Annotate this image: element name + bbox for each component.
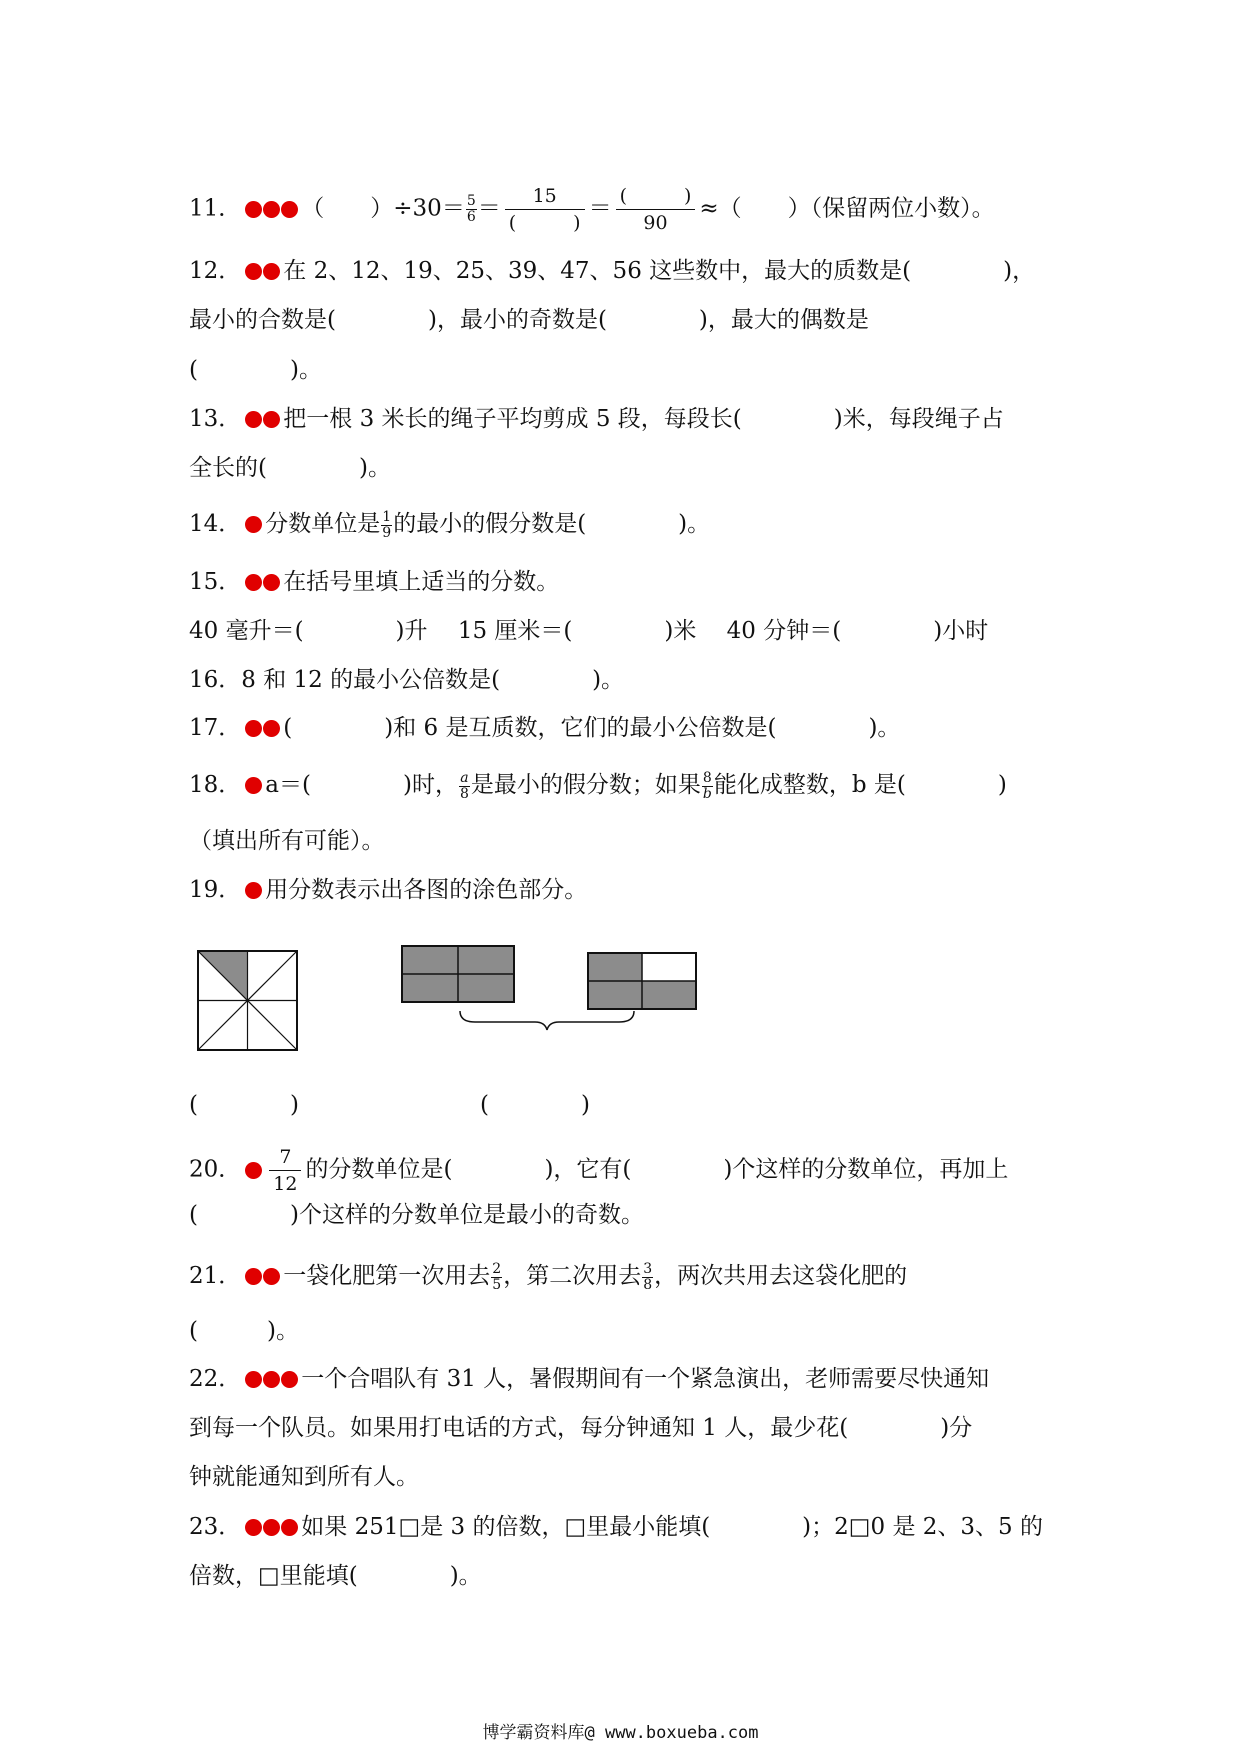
q11-difficulty-dots	[245, 194, 299, 224]
brace-icon	[460, 1011, 634, 1030]
q18-line-1	[189, 770, 1007, 802]
q21-difficulty-dots	[245, 1261, 281, 1291]
q18-line-2: （填出所有可能）。	[189, 828, 385, 854]
difficulty-dot-icon	[245, 1268, 262, 1285]
q12-text-1: 在 2、12、19、25、39、47、56 这些数中，最大的质数是( )，	[283, 258, 1036, 284]
q19-difficulty-dots	[245, 875, 263, 905]
q23-text-1: 如果 251□是 3 的倍数，□里最小能填( )；2□0 是 2、3、5 的	[301, 1514, 1043, 1540]
q12-line-2: 最小的合数是( )，最小的奇数是( )，最大的偶数是	[189, 307, 869, 333]
q14-text-1: 分数单位是	[265, 511, 381, 537]
q11-equals-2: ＝	[588, 195, 612, 222]
q22-line-1	[189, 1364, 989, 1394]
figure-square-eighths	[197, 950, 298, 1051]
q17-number: 17．	[189, 715, 242, 741]
difficulty-dot-icon	[245, 201, 262, 218]
q18-fraction-2: $\frac{8}{b}$	[702, 769, 712, 802]
q20-difficulty-dots	[245, 1155, 263, 1185]
q20-text-1: 的分数单位是( )，它有( )个这样的分数单位，再加上	[305, 1156, 1009, 1183]
q21-line-2: ( )。	[189, 1318, 299, 1344]
q13-line-1	[189, 404, 1004, 434]
q17-text: ( )和 6 是互质数，它们的最小公倍数是( )。	[283, 715, 901, 741]
q22-difficulty-dots	[245, 1364, 299, 1394]
difficulty-dot-icon	[263, 201, 280, 218]
q13-text-1: 把一根 3 米长的绳子平均剪成 5 段，每段长( )米，每段绳子占	[283, 406, 1004, 432]
q16-text: 8 和 12 的最小公倍数是( )。	[241, 667, 625, 693]
q11-equals-1: ＝	[477, 195, 501, 222]
q23-line-2: 倍数，□里能填( )。	[189, 1563, 482, 1589]
rectangle-partial-shaded	[588, 953, 696, 1009]
difficulty-dot-icon	[281, 201, 298, 218]
q21-number: 21．	[189, 1263, 242, 1289]
q12-difficulty-dots	[245, 256, 281, 286]
q20-line-1	[189, 1144, 1008, 1197]
q11-line	[189, 183, 995, 236]
q15-line-2: 40 毫升＝( )升 15 厘米＝( )米 40 分钟＝( )小时	[189, 618, 989, 644]
difficulty-dot-icon	[245, 411, 262, 428]
q19-answer-1[interactable]: ( )	[189, 1092, 299, 1118]
q14-difficulty-dots	[245, 509, 263, 539]
q11-fraction-3[interactable]: ( ) 90	[616, 183, 696, 236]
difficulty-dot-icon	[263, 1268, 280, 1285]
q18-number: 18．	[189, 772, 242, 798]
q15-text-1: 在括号里填上适当的分数。	[283, 569, 560, 595]
difficulty-dot-icon	[263, 1371, 280, 1388]
q21-fraction-2: $\frac{3}{8}$	[643, 1260, 653, 1293]
q12-line-3: ( )。	[189, 357, 322, 383]
rectangle-full-shaded	[402, 946, 514, 1002]
difficulty-dot-icon	[245, 516, 262, 533]
difficulty-dot-icon	[245, 1519, 262, 1536]
difficulty-dot-icon	[245, 263, 262, 280]
difficulty-dot-icon	[245, 777, 262, 794]
q12-number: 12．	[189, 258, 242, 284]
q21-line-1	[189, 1261, 907, 1293]
figure-rectangles-group	[400, 944, 700, 1034]
q20-line-2: ( )个这样的分数单位是最小的奇数。	[189, 1202, 644, 1228]
difficulty-dot-icon	[281, 1371, 298, 1388]
q17-line	[189, 713, 900, 743]
difficulty-dot-icon	[263, 411, 280, 428]
difficulty-dot-icon	[281, 1519, 298, 1536]
q15-difficulty-dots	[245, 567, 281, 597]
q21-text-1: 一袋化肥第一次用去	[283, 1263, 491, 1289]
q22-line-2: 到每一个队员。如果用打电话的方式，每分钟通知 1 人，最少花( )分	[189, 1415, 973, 1441]
q14-line	[189, 509, 710, 541]
q17-difficulty-dots	[245, 713, 281, 743]
q12-line-1	[189, 256, 1035, 286]
q11-fraction-2[interactable]: 15 ( )	[505, 183, 585, 236]
q18-text-1: a＝( )时，	[265, 772, 458, 798]
difficulty-dot-icon	[263, 574, 280, 591]
q19-text: 用分数表示出各图的涂色部分。	[265, 877, 588, 903]
q13-number: 13．	[189, 406, 242, 432]
difficulty-dot-icon	[263, 263, 280, 280]
q21-text-3: ，两次共用去这袋化肥的	[654, 1263, 908, 1289]
q15-number: 15．	[189, 569, 242, 595]
q22-line-3: 钟就能通知到所有人。	[189, 1464, 419, 1490]
footer-watermark: 博学霸资料库@ www.boxueba.com	[482, 1723, 759, 1743]
q18-difficulty-dots	[245, 770, 263, 800]
q18-fraction-1: $\frac{a}{8}$	[459, 769, 469, 802]
q20-fraction: $\frac{7}{12}$	[269, 1144, 301, 1197]
q16-number: 16．	[189, 667, 242, 693]
difficulty-dot-icon	[245, 720, 262, 737]
q23-number: 23．	[189, 1514, 242, 1540]
q22-text-1: 一个合唱队有 31 人，暑假期间有一个紧急演出，老师需要尽快通知	[301, 1366, 990, 1392]
q22-number: 22．	[189, 1366, 242, 1392]
q13-line-2: 全长的( )。	[189, 455, 391, 481]
difficulty-dot-icon	[245, 1162, 262, 1179]
difficulty-dot-icon	[245, 1371, 262, 1388]
q14-number: 14．	[189, 511, 242, 537]
difficulty-dot-icon	[245, 574, 262, 591]
q18-text-2: 是最小的假分数；如果	[470, 772, 701, 798]
q16-line	[189, 665, 624, 695]
q19-line	[189, 875, 587, 905]
q13-difficulty-dots	[245, 404, 281, 434]
q11-number: 11．	[189, 195, 242, 222]
q23-difficulty-dots	[245, 1512, 299, 1542]
q19-answer-2[interactable]: ( )	[480, 1092, 590, 1118]
q15-line-1	[189, 567, 559, 597]
q11-text-2: ≈（ ）（保留两位小数）。	[699, 195, 995, 222]
q11-fraction-1: $\frac{5}{6}$	[466, 193, 476, 225]
q21-fraction-1: $\frac{2}{5}$	[492, 1260, 502, 1293]
difficulty-dot-icon	[245, 882, 262, 899]
q21-text-2: ，第二次用去	[503, 1263, 642, 1289]
q18-text-3: 能化成整数，b 是( )	[713, 772, 1007, 798]
q11-text-1: （ ）÷30＝	[301, 195, 465, 222]
difficulty-dot-icon	[263, 1519, 280, 1536]
q20-number: 20．	[189, 1156, 242, 1183]
difficulty-dot-icon	[263, 720, 280, 737]
q14-fraction: $\frac{1}{9}$	[382, 508, 392, 541]
q19-number: 19．	[189, 877, 242, 903]
q23-line-1	[189, 1512, 1043, 1542]
q14-text-2: 的最小的假分数是( )。	[393, 511, 711, 537]
